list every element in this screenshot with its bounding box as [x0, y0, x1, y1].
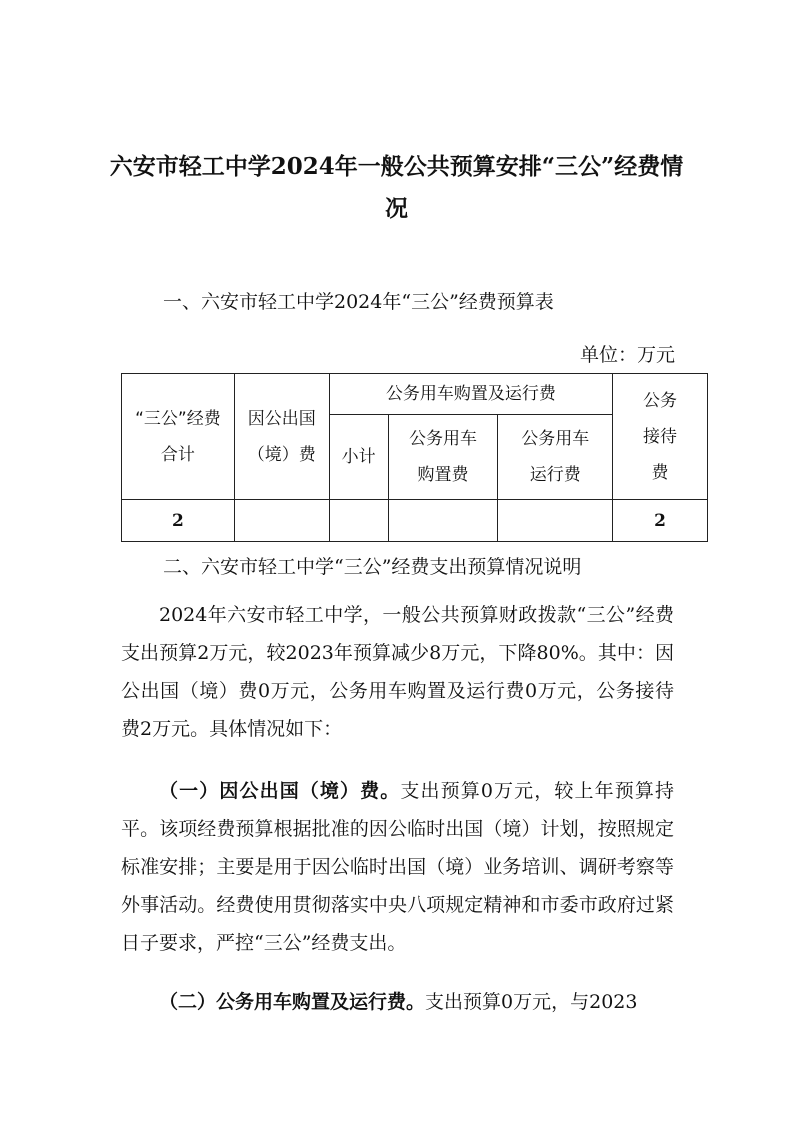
- section-heading-budget-table: 一、六安市轻工中学2024年“三公”经费预算表: [163, 291, 554, 313]
- paragraph-vehicle: [121, 983, 674, 1021]
- header-vehicle-purchase: 公务用车购置费: [388, 415, 498, 500]
- paragraph-abroad-text: 支出预算0万元，较上年预算持平。该项经费预算根据批准的因公临时出国（境）计划，按照规定标准安排；主要是用于因公临时出国（境）业务培训、调研考察等外事活动。经费使用贯彻落实中央八项规定精神和市委市政府过紧日子要求，严控“三公”经费支出。: [121, 780, 674, 954]
- header-vehicle-group: 公务用车购置及运行费: [329, 374, 612, 415]
- header-total: “三公”经费合计: [122, 374, 235, 500]
- header-reception: 公务接待费: [613, 374, 708, 500]
- cell-purchase: [388, 500, 498, 542]
- cell-total: 2: [122, 500, 235, 542]
- header-vehicle-operation: 公务用车运行费: [498, 415, 613, 500]
- header-subtotal: 小计: [329, 415, 388, 500]
- page-title: 六安市轻工中学2024年一般公共预算安排“三公”经费情况: [109, 153, 684, 222]
- paragraph-abroad: [121, 772, 674, 962]
- paragraph-vehicle-label: （二）公务用车购置及运行费。: [159, 991, 426, 1013]
- header-abroad: 因公出国（境）费: [234, 374, 329, 500]
- cell-operation: [498, 500, 613, 542]
- section-heading-explanation: 二、六安市轻工中学“三公”经费支出预算情况说明: [163, 556, 582, 578]
- budget-table: [121, 373, 708, 542]
- paragraph-vehicle-text: 支出预算0万元，与2023: [425, 991, 638, 1013]
- cell-abroad: [234, 500, 329, 542]
- cell-subtotal: [329, 500, 388, 542]
- paragraph-summary: 2024年六安市轻工中学，一般公共预算财政拨款“三公”经费支出预算2万元，较2023年预算减少8万元，下降80%。其中：因公出国（境）费0万元，公务用车购置及运行费0万元，公务接待费2万元。具体情况如下：: [121, 604, 674, 740]
- paragraph-abroad-label: （一）因公出国（境）费。: [159, 780, 401, 802]
- unit-label: 单位：万元: [579, 344, 675, 366]
- cell-reception: 2: [613, 500, 708, 542]
